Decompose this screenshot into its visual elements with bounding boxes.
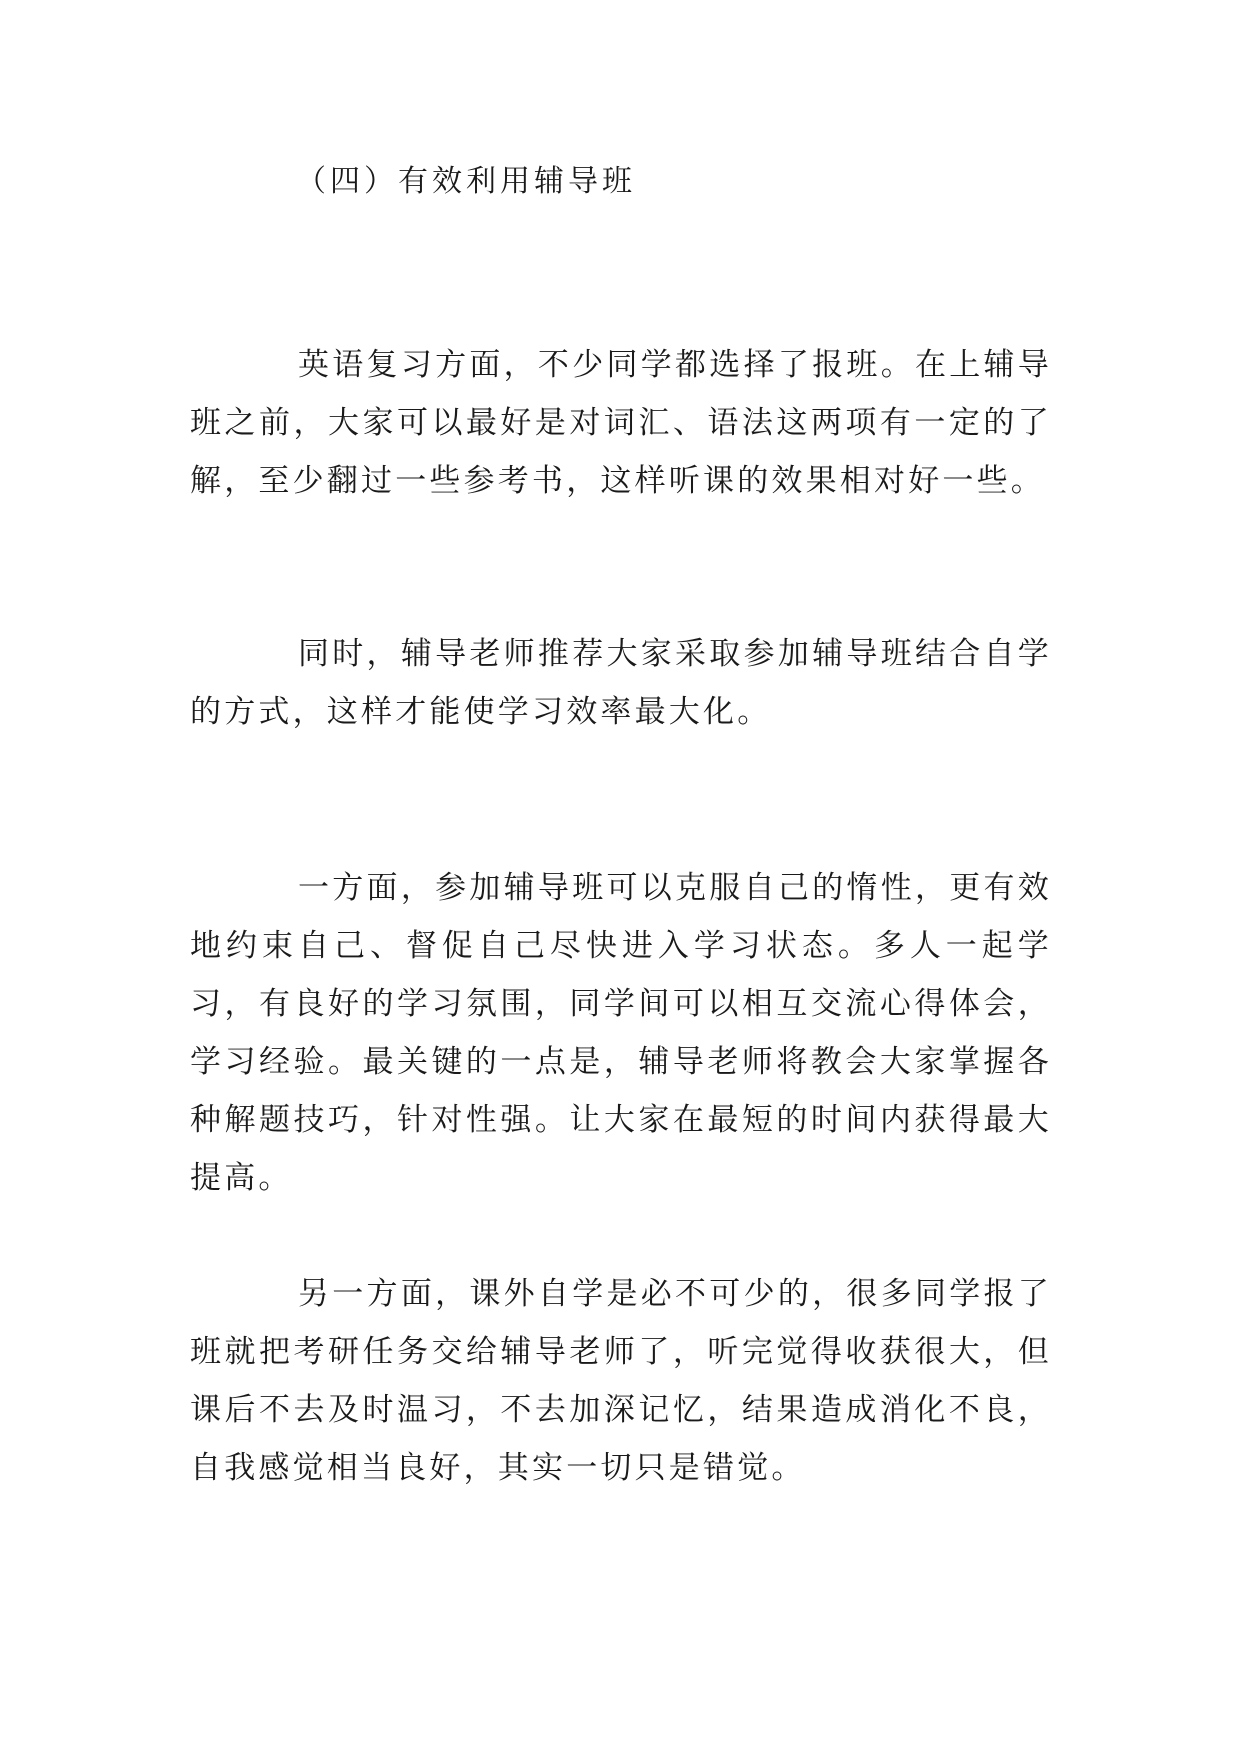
paragraph-3: 一方面，参加辅导班可以克服自己的惰性，更有效地约束自己、督促自己尽快进入学习状态。多人一起学习，有良好的学习氛围，同学间可以相互交流心得体会，学习经验。最关键的一点是，辅导老师将教会大家掌握各种解题技巧，针对性强。让大家在最短的时间内获得最大提高。: [190, 870, 1052, 1196]
paragraph-4: 另一方面，课外自学是必不可少的，很多同学报了班就把考研任务交给辅导老师了，听完觉得收获很大，但课后不去及时温习，不去加深记忆，结果造成消化不良，自我感觉相当良好，其实一切只是错觉。: [190, 1276, 1052, 1486]
paragraph-2: 同时，辅导老师推荐大家采取参加辅导班结合自学的方式，这样才能使学习效率最大化。: [190, 636, 1052, 730]
section-heading: （四）有效利用辅导班: [296, 164, 636, 199]
paragraph-1: 英语复习方面，不少同学都选择了报班。在上辅导班之前，大家可以最好是对词汇、语法这两项有一定的了解，至少翻过一些参考书，这样听课的效果相对好一些。: [190, 347, 1052, 499]
